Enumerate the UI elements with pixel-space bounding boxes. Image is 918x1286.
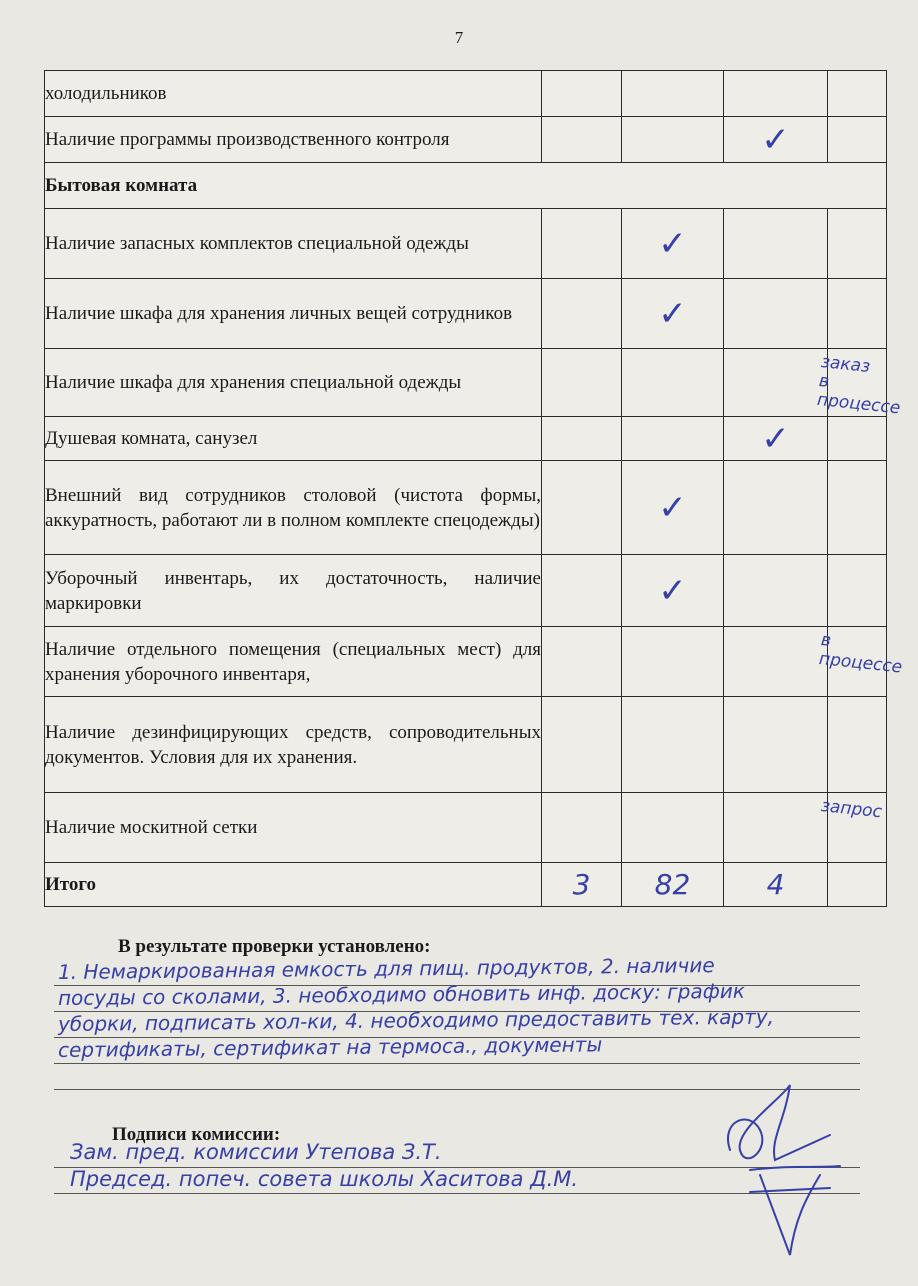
mark-cell <box>542 555 622 627</box>
result-line: сертификаты, сертификат на термоса., документы <box>57 1032 603 1062</box>
criterion-cell: холодильников <box>45 71 542 117</box>
table-row <box>45 117 887 163</box>
check-mark: ✓ <box>658 223 687 264</box>
table-row <box>45 627 887 697</box>
mark-cell <box>622 117 724 163</box>
result-line: уборки, подписать хол-ки, 4. необходимо предоставить тех. карту, <box>57 1004 775 1036</box>
total-value: 82 <box>654 868 691 901</box>
table-row <box>45 697 887 793</box>
note-cell <box>828 117 887 163</box>
total-cell <box>724 863 828 907</box>
table-row <box>45 555 887 627</box>
total-label: Итого <box>45 863 542 907</box>
mark-cell <box>724 461 828 555</box>
criterion-cell: Наличие москитной сетки <box>45 793 542 863</box>
check-mark: ✓ <box>658 487 687 528</box>
signature-line: Председ. попеч. совета школы Хаситова Д.М. <box>70 1167 579 1191</box>
note-cell <box>816 349 902 419</box>
table-row <box>45 417 887 461</box>
mark-cell <box>542 71 622 117</box>
mark-cell <box>622 627 724 697</box>
mark-cell <box>724 627 828 697</box>
result-line: посуды со сколами, 3. необходимо обновить инф. доску: график <box>57 978 745 1010</box>
note-cell <box>828 555 887 627</box>
mark-cell <box>542 349 622 417</box>
mark-cell <box>724 555 828 627</box>
mark-cell <box>724 117 828 163</box>
mark-cell <box>724 793 828 863</box>
ruled-line <box>54 1063 860 1064</box>
criterion-cell: Наличие программы производственного контроля <box>45 117 542 163</box>
note-cell <box>828 697 887 793</box>
mark-cell <box>622 461 724 555</box>
total-value: 3 <box>572 868 591 901</box>
section-heading: Бытовая комната <box>45 163 887 209</box>
table-row <box>45 71 887 117</box>
check-mark: ✓ <box>761 418 790 459</box>
criterion-cell: Наличие дезинфицирующих средств, сопроводительных документов. Условия для их хранения. <box>45 697 542 793</box>
table-total-row <box>45 863 887 907</box>
mark-cell <box>622 349 724 417</box>
criterion-cell: Наличие шкафа для хранения личных вещей сотрудников <box>45 279 542 349</box>
mark-cell <box>542 279 622 349</box>
mark-cell <box>622 555 724 627</box>
criterion-cell: Наличие шкафа для хранения специальной одежды <box>45 349 542 417</box>
check-mark: ✓ <box>761 119 790 160</box>
results-heading: В результате проверки установлено: <box>118 936 431 957</box>
mark-cell <box>724 697 828 793</box>
mark-cell <box>622 71 724 117</box>
handwritten-note: заказ в процессе <box>816 352 902 419</box>
signatures-heading: Подписи комиссии: <box>112 1124 281 1145</box>
note-cell <box>828 209 887 279</box>
note-cell <box>818 627 904 697</box>
table-row <box>45 279 887 349</box>
table-section-row <box>45 163 887 209</box>
mark-cell <box>724 349 828 417</box>
mark-cell <box>542 461 622 555</box>
criterion-cell: Наличие отдельного помещения (специальных мест) для хранения уборочного инвентаря, <box>45 627 542 697</box>
criterion-cell: Внешний вид сотрудников столовой (чистота формы, аккуратность, работают ли в полном комплекте спецодежды) <box>45 461 542 555</box>
result-line: 1. Немаркированная емкость для пищ. продуктов, 2. наличие <box>57 953 715 984</box>
mark-cell <box>724 417 828 461</box>
signature-line: Зам. пред. комиссии Утепова З.Т. <box>70 1140 442 1164</box>
signature-mark <box>690 1080 850 1260</box>
note-cell <box>828 461 887 555</box>
mark-cell <box>542 697 622 793</box>
criterion-cell: Душевая комната, санузел <box>45 417 542 461</box>
table-row <box>45 461 887 555</box>
mark-cell <box>622 793 724 863</box>
criterion-cell: Уборочный инвентарь, их достаточность, наличие маркировки <box>45 555 542 627</box>
mark-cell <box>542 209 622 279</box>
handwritten-note: в процессе <box>818 630 904 678</box>
mark-cell <box>724 209 828 279</box>
mark-cell <box>542 417 622 461</box>
mark-cell <box>622 209 724 279</box>
note-cell <box>828 71 887 117</box>
check-mark: ✓ <box>658 570 687 611</box>
page-number: 7 <box>454 28 464 47</box>
mark-cell <box>622 417 724 461</box>
total-cell <box>622 863 724 907</box>
total-cell <box>828 863 887 907</box>
table-row <box>45 349 887 417</box>
check-mark: ✓ <box>658 293 687 334</box>
mark-cell <box>542 793 622 863</box>
mark-cell <box>542 627 622 697</box>
handwritten-note: запрос <box>820 796 883 823</box>
total-value: 4 <box>766 868 785 901</box>
mark-cell <box>724 71 828 117</box>
note-cell <box>820 793 887 863</box>
table-row <box>45 793 887 863</box>
criterion-cell: Наличие запасных комплектов специальной одежды <box>45 209 542 279</box>
mark-cell <box>542 117 622 163</box>
mark-cell <box>622 697 724 793</box>
table-row <box>45 209 887 279</box>
total-cell <box>542 863 622 907</box>
inspection-table <box>44 70 904 907</box>
mark-cell <box>724 279 828 349</box>
note-cell <box>828 279 887 349</box>
note-cell <box>828 417 887 461</box>
mark-cell <box>622 279 724 349</box>
